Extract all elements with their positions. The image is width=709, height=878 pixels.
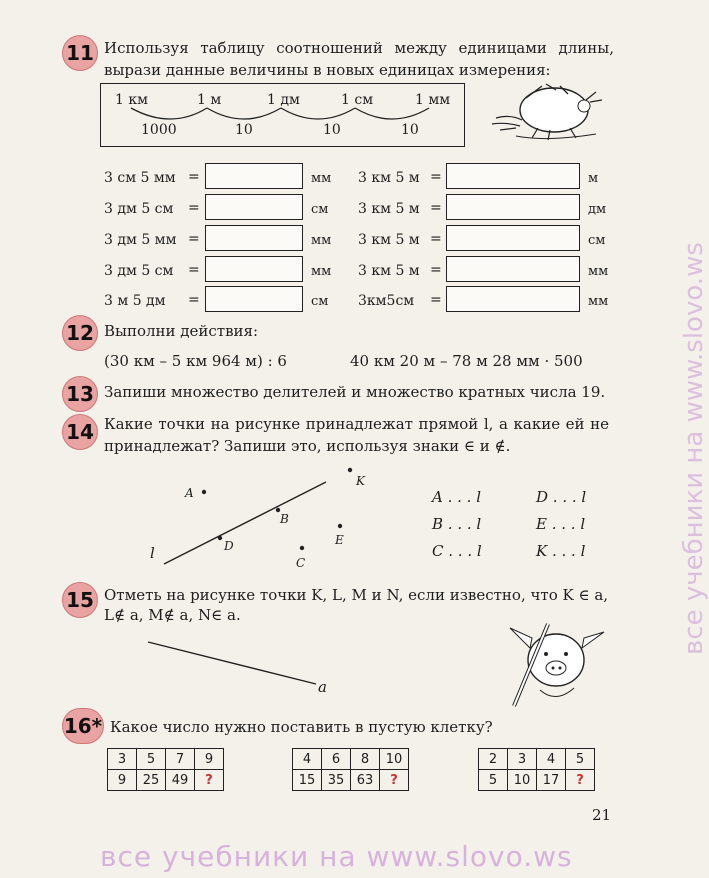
label-k: K [356,474,365,488]
equals-sign: = [430,262,442,278]
task-12-expression-1: (30 км – 5 км 964 м) : 6 [104,352,287,370]
answer-box-right-1[interactable] [446,163,580,189]
number-table-2 [292,748,409,791]
equals-sign: = [188,292,200,308]
equals-sign: = [430,169,442,185]
ratio-dm-cm: 10 [323,122,341,138]
unit-km: 1 км [115,92,148,108]
point-a [202,490,206,494]
right-row-5-quantity: 3км5см [358,293,415,309]
left-row-5-unit: см [311,294,329,309]
table-2-cell: 6 [322,749,351,770]
table-2-cell: 35 [322,770,351,791]
number-table-1 [107,748,224,791]
pair-e: E . . . l [536,515,586,533]
table-1-cell: 3 [108,749,137,770]
answer-box-right-2[interactable] [446,194,580,220]
table-2-cell: 8 [351,749,380,770]
table-1-cell: 49 [166,770,195,791]
table-2-cell: 4 [293,749,322,770]
equals-sign: = [430,292,442,308]
answer-box-left-1[interactable] [205,163,303,189]
task-12-expression-2: 40 км 20 м – 78 м 28 мм · 500 [350,352,583,370]
left-row-4-unit: мм [311,264,332,279]
answer-box-left-3[interactable] [205,225,303,251]
task-16-text: Какое число нужно поставить в пустую клетку? [110,718,493,736]
label-a: A [185,486,194,500]
answer-box-right-5[interactable] [446,286,580,312]
table-3-cell: 4 [537,749,566,770]
point-d [218,536,222,540]
left-row-1-quantity: 3 см 5 мм [104,170,176,186]
task-11-number: 11 [62,35,98,71]
unit-mm: 1 мм [415,92,451,108]
task-13-number: 13 [62,376,98,412]
table-1-cell: 9 [195,749,224,770]
pair-c: C . . . l [432,542,482,560]
table-2-cell: 15 [293,770,322,791]
line-a [148,642,316,684]
watermark-bottom: все учебники на www.slovo.ws [100,840,573,873]
label-e: E [335,533,344,547]
number-table-3 [478,748,595,791]
label-line-l: l [150,544,155,562]
task-11-text: Используя таблицу соотношений между единицами длины, вырази данные величины в новых единицах измерения: [104,39,614,79]
table-2-cell: 10 [380,749,409,770]
table-2-missing-cell[interactable]: ? [380,770,409,791]
unit-m: 1 м [197,92,222,108]
right-row-2-unit: дм [588,202,607,217]
unit-cm: 1 см [341,92,374,108]
task-14-number: 14 [62,414,98,450]
answer-box-left-2[interactable] [205,194,303,220]
equals-sign: = [188,169,200,185]
units-table [100,83,465,147]
equals-sign: = [430,200,442,216]
right-row-5-unit: мм [588,294,609,309]
table-3-cell: 3 [508,749,537,770]
equals-sign: = [188,231,200,247]
right-row-4-quantity: 3 км 5 м [358,263,420,279]
table-2-cell: 63 [351,770,380,791]
task-12-text: Выполни действия: [104,322,259,340]
point-k [348,468,352,472]
label-line-a: a [318,678,327,696]
ratio-cm-mm: 10 [401,122,419,138]
left-row-3-unit: мм [311,233,332,248]
line-l-figure [140,462,380,580]
task-12-number: 12 [62,315,98,351]
left-row-5-quantity: 3 м 5 дм [104,293,166,309]
pair-k: K . . . l [536,542,586,560]
page-number: 21 [592,806,612,824]
table-1-cell: 25 [137,770,166,791]
table-3-cell: 5 [479,770,508,791]
pair-d: D . . . l [536,488,587,506]
task-15-text-line-2: L∉ a, M∉ a, N∈ a. [104,606,241,624]
pair-a: A . . . l [432,488,482,506]
label-d: D [224,539,234,553]
left-row-4-quantity: 3 дм 5 см [104,263,174,279]
table-1-cell: 7 [166,749,195,770]
right-row-4-unit: мм [588,264,609,279]
pair-b: B . . . l [432,515,482,533]
table-1-cell: 9 [108,770,137,791]
left-row-2-unit: см [311,202,329,217]
task-13-text: Запиши множество делителей и множество кратных числа 19. [104,383,606,401]
equals-sign: = [430,231,442,247]
task-15-number: 15 [62,582,98,618]
line-a-figure [140,632,330,692]
table-3-cell: 2 [479,749,508,770]
left-row-3-quantity: 3 дм 5 мм [104,232,177,248]
unit-dm: 1 дм [267,92,300,108]
ratio-m-dm: 10 [235,122,253,138]
answer-box-right-3[interactable] [446,225,580,251]
table-1-missing-cell[interactable]: ? [195,770,224,791]
right-row-1-unit: м [588,171,599,186]
label-c: C [296,556,306,570]
equals-sign: = [188,262,200,278]
mole-illustration [486,80,614,142]
table-3-cell: 10 [508,770,537,791]
left-row-2-quantity: 3 дм 5 см [104,201,174,217]
answer-box-right-4[interactable] [446,256,580,282]
left-row-1-unit: мм [311,171,332,186]
point-c [300,546,304,550]
right-row-1-quantity: 3 км 5 м [358,170,420,186]
point-e [338,524,342,528]
right-row-3-unit: см [588,233,606,248]
table-3-cell: 5 [566,749,595,770]
table-3-missing-cell[interactable]: ? [566,770,595,791]
right-row-2-quantity: 3 км 5 м [358,201,420,217]
label-b: B [280,512,289,526]
equals-sign: = [188,200,200,216]
right-row-3-quantity: 3 км 5 м [358,232,420,248]
task-15-text-line-1: Отметь на рисунке точки K, L, M и N, если известно, что K ∈ a, [104,586,609,604]
pig-illustration [500,618,610,710]
watermark-vertical: все учебники на www.slovo.ws [679,242,709,655]
table-1-cell: 5 [137,749,166,770]
ratio-km-m: 1000 [141,122,177,138]
table-3-cell: 17 [537,770,566,791]
task-14-text: Какие точки на рисунке принадлежат прямой l, а какие ей не принадлежат? Запиши это, используя знаки ∈ и ∉. [104,415,609,455]
answer-box-left-5[interactable] [205,286,303,312]
task-16-number: 16* [62,708,104,744]
answer-box-left-4[interactable] [205,256,303,282]
